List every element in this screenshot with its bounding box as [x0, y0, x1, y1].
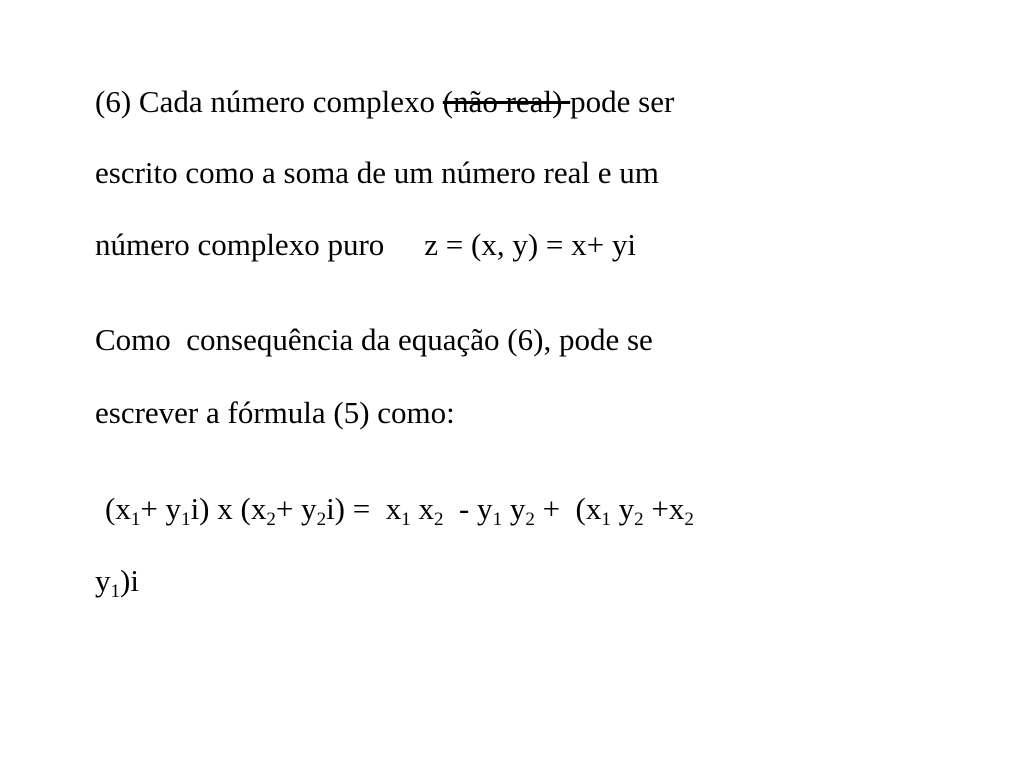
paragraph2-line2: escrever a fórmula (5) como:	[95, 395, 455, 430]
paragraph1-line3	[95, 227, 636, 263]
paragraph1-line1-suffix: pode ser	[570, 84, 675, 119]
formula-token: + y	[275, 491, 317, 526]
formula-token: i) = x	[326, 491, 402, 526]
formula-subscript: 2	[634, 509, 644, 530]
formula-token: + (x	[534, 491, 602, 526]
formula-subscript: 2	[684, 509, 694, 530]
formula-subscript: 2	[266, 509, 276, 530]
paragraph1-line1-prefix: (6) Cada número complexo	[95, 84, 443, 119]
formula-subscript: 1	[401, 509, 411, 530]
paragraph1-line2: escrito como a soma de um número real e um	[95, 155, 659, 190]
struck-text: (não real)	[442, 84, 571, 119]
formula-token: +x	[643, 491, 685, 526]
formula-subscript: 1	[181, 509, 191, 530]
formula-subscript: 1	[492, 509, 503, 530]
formula-subscript: 1	[130, 509, 141, 530]
formula-token: y	[502, 491, 526, 526]
formula-token: y	[610, 491, 635, 526]
formula-line1	[105, 491, 694, 530]
formula-subscript: 1	[110, 581, 120, 602]
formula-subscript: 2	[316, 509, 327, 530]
formula-token: )i	[120, 563, 139, 598]
formula-subscript: 2	[433, 509, 444, 530]
paragraph1-line3-text: número complexo puro	[95, 227, 385, 262]
paragraph2-line1: Como consequência da equação (6), pode se	[95, 322, 653, 357]
equation-z: z = (x, y) = x+ yi	[424, 227, 636, 262]
formula-line2	[95, 563, 139, 602]
formula-token: - y	[443, 491, 493, 526]
formula-token: + y	[140, 491, 182, 526]
formula-token: i) x (x	[190, 491, 267, 526]
formula-token: x	[410, 491, 434, 526]
formula-subscript: 2	[525, 509, 535, 530]
formula-subscript: 1	[601, 509, 611, 530]
formula-token: (x	[105, 491, 131, 526]
paragraph1-line1	[95, 84, 674, 120]
formula-token: y	[95, 563, 111, 598]
